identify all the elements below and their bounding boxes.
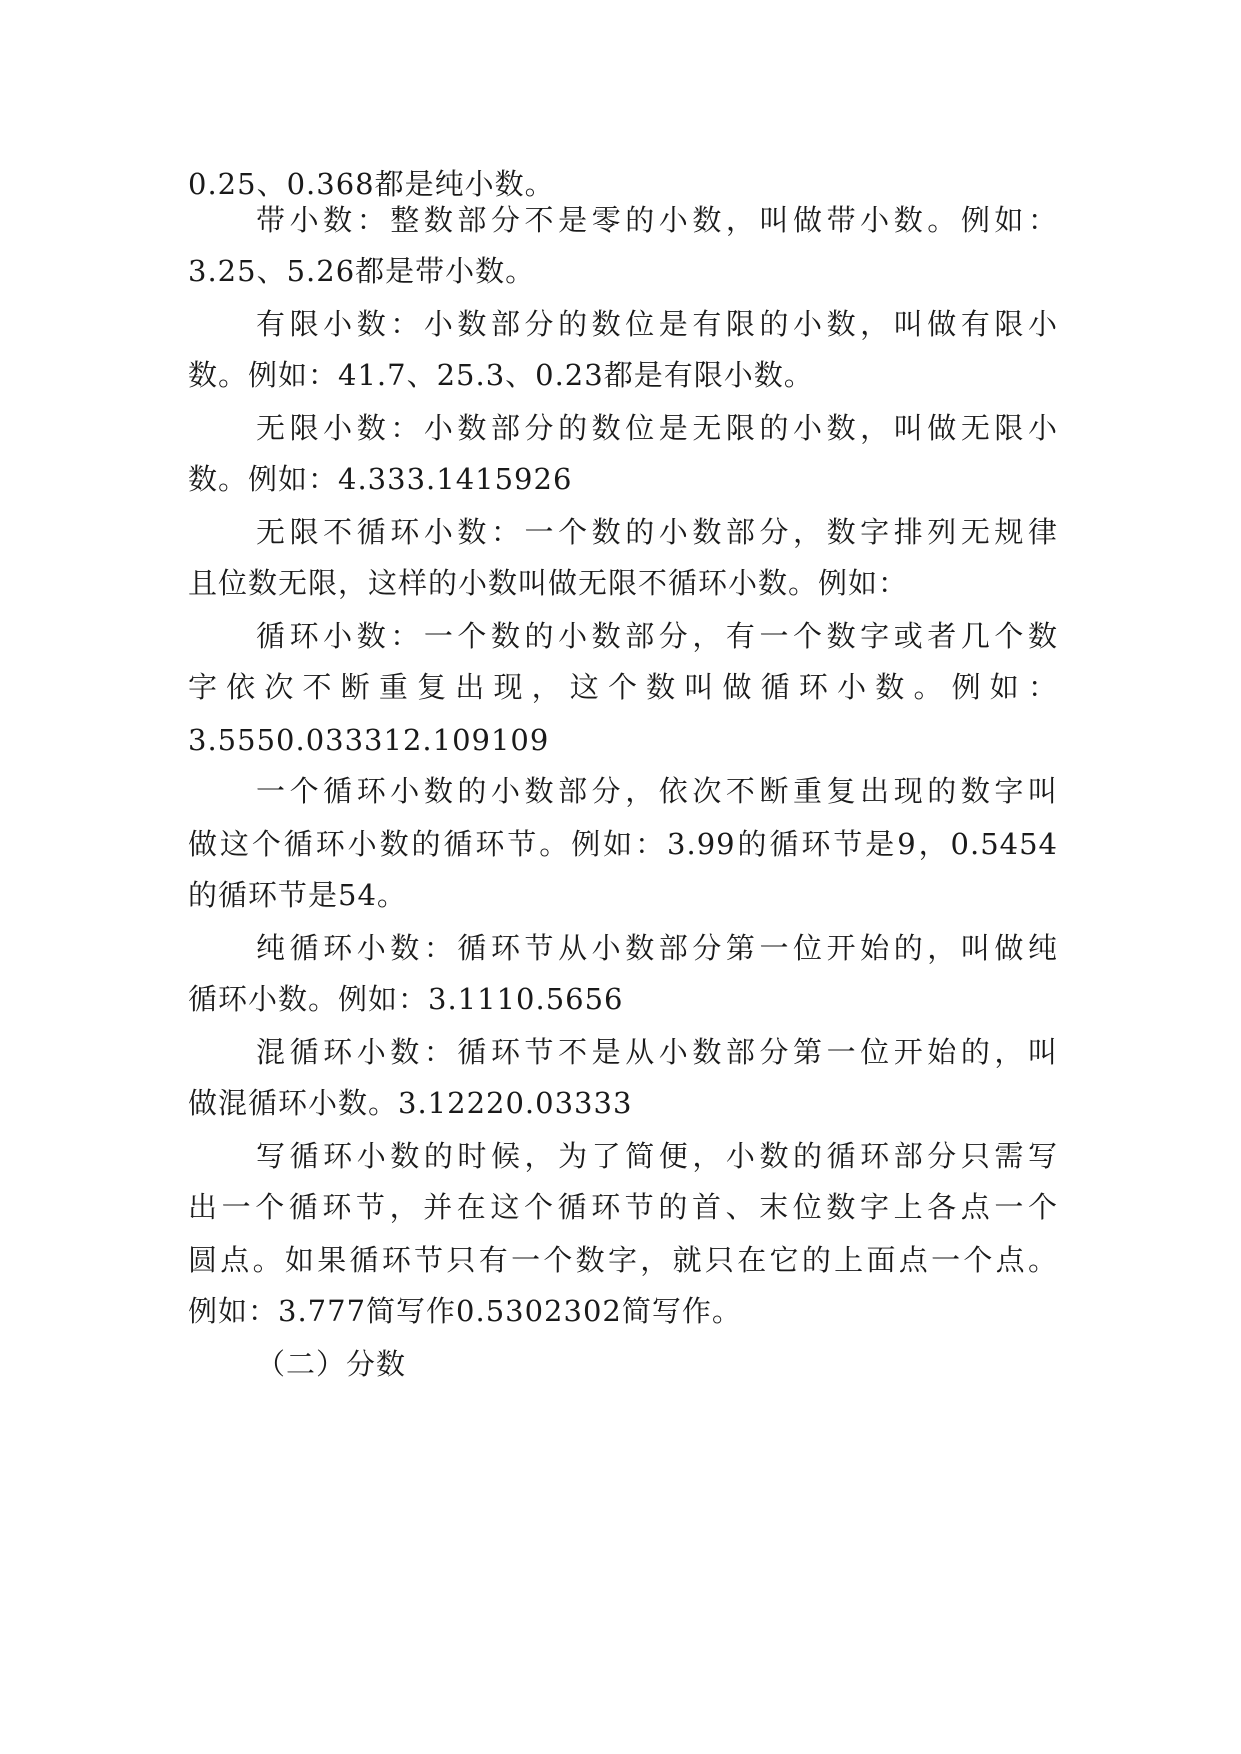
text-line: 字依次不断重复出现，这个数叫做循环小数。例如： (188, 670, 1058, 704)
text-line: 数。例如：41.7、25.3、0.23都是有限小数。 (188, 358, 814, 392)
paragraph-non-repeating-decimal: 无限不循环小数：一个数的小数部分，数字排列无规律 (256, 515, 1058, 549)
paragraph-repeating-decimal: 循环小数：一个数的小数部分，有一个数字或者几个数 (256, 619, 1058, 653)
text-line: 的循环节是54。 (188, 878, 407, 912)
text-line: 0.25、0.368都是纯小数。 (188, 167, 555, 201)
text-line: 循环小数。例如：3.1110.5656 (188, 982, 624, 1016)
text-line: 例如：3.777简写作0.5302302简写作。 (188, 1294, 742, 1328)
paragraph-mixed-repeating: 混循环小数：循环节不是从小数部分第一位开始的，叫 (256, 1035, 1058, 1069)
section-heading: （二）分数 (256, 1347, 407, 1381)
paragraph-infinite-decimal: 无限小数：小数部分的数位是无限的小数，叫做无限小 (256, 411, 1058, 445)
text-line: 且位数无限，这样的小数叫做无限不循环小数。例如： (188, 566, 909, 600)
paragraph-pure-repeating: 纯循环小数：循环节从小数部分第一位开始的，叫做纯 (256, 931, 1058, 965)
text-line: 做这个循环小数的循环节。例如：3.99的循环节是9，0.5454 (188, 827, 1058, 861)
paragraph-repetend: 一个循环小数的小数部分，依次不断重复出现的数字叫 (256, 774, 1058, 808)
text-line: 数。例如：4.333.1415926 (188, 462, 573, 496)
text-line: 出一个循环节，并在这个循环节的首、末位数字上各点一个 (188, 1190, 1058, 1224)
paragraph-mixed-decimal: 带小数：整数部分不是零的小数，叫做带小数。例如： (256, 203, 1058, 237)
paragraph-notation: 写循环小数的时候，为了简便，小数的循环部分只需写 (256, 1139, 1058, 1173)
text-line: 3.5550.033312.109109 (188, 723, 550, 757)
text-line: 做混循环小数。3.12220.03333 (188, 1086, 633, 1120)
text-line: 圆点。如果循环节只有一个数字，就只在它的上面点一个点。 (188, 1243, 1058, 1277)
paragraph-finite-decimal: 有限小数：小数部分的数位是有限的小数，叫做有限小 (256, 307, 1058, 341)
text-line: 3.25、5.26都是带小数。 (188, 254, 536, 288)
